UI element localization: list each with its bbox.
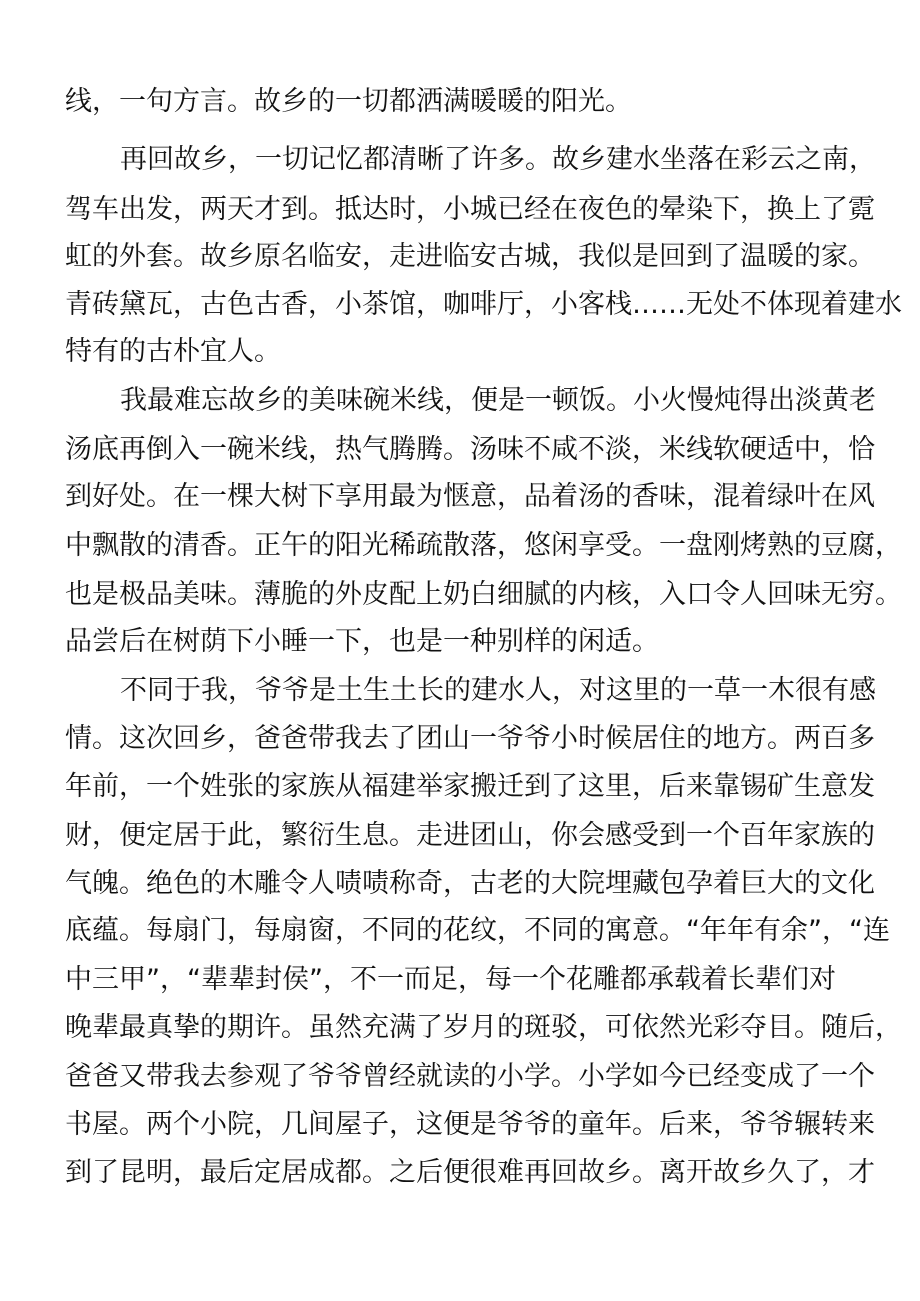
- text-line-9: 到好处。在一棵大树下享用最为惬意，品着汤的香味，混着绿叶在风: [65, 481, 875, 512]
- text-line-2: 再回故乡，一切记忆都清晰了许多。故乡建水坐落在彩云之南，: [120, 144, 876, 175]
- text-line-8: 汤底再倒入一碗米线，热气腾腾。汤味不咸不淡，米线软硬适中，恰: [65, 434, 875, 465]
- text-line-17: 气魄。绝色的木雕令人啧啧称奇，古老的大院埋藏包孕着巨大的文化: [65, 868, 875, 899]
- text-line-10: 中飘散的清香。正午的阳光稀疏散落，悠闲享受。一盘刚烤熟的豆腐，: [65, 530, 902, 561]
- text-line-21: 爸爸又带我去参观了爷爷曾经就读的小学。小学如今已经变成了一个: [65, 1061, 875, 1092]
- text-line-6: 特有的古朴宜人。: [65, 336, 281, 367]
- text-line-11: 也是极品美味。薄脆的外皮配上奶白细腻的内核，入口令人回味无穷。: [65, 579, 902, 610]
- text-line-14: 情。这次回乡，爸爸带我去了团山一爷爷小时候居住的地方。两百多: [65, 723, 875, 754]
- text-line-1: 线，一句方言。故乡的一切都洒满暖暖的阳光。: [65, 86, 632, 117]
- text-line-23: 到了昆明，最后定居成都。之后便很难再回故乡。离开故乡久了，才: [65, 1157, 875, 1188]
- text-line-18: 底蕴。每扇门，每扇窗，不同的花纹，不同的寓意。“年年有余”，“连: [65, 915, 890, 946]
- text-line-13: 不同于我，爷爷是土生土长的建水人，对这里的一草一木很有感: [120, 675, 876, 706]
- text-line-4: 虹的外套。故乡原名临安，走进临安古城，我似是回到了温暖的家。: [65, 241, 875, 272]
- text-line-16: 财，便定居于此，繁衍生息。走进团山，你会感受到一个百年家族的: [65, 820, 875, 851]
- text-line-22: 书屋。两个小院，几间屋子，这便是爷爷的童年。后来，爷爷辗转来: [65, 1109, 875, 1140]
- text-line-12: 品尝后在树荫下小睡一下，也是一种别样的闲适。: [65, 626, 659, 657]
- text-line-7: 我最难忘故乡的美味碗米线，便是一顿饭。小火慢炖得出淡黄老: [120, 385, 876, 416]
- text-line-3: 驾车出发，两天才到。抵达时，小城已经在夜色的晕染下，换上了霓: [65, 194, 875, 225]
- text-line-15: 年前，一个姓张的家族从福建举家搬迁到了这里，后来靠锡矿生意发: [65, 771, 875, 802]
- text-line-20: 晚辈最真挚的期许。虽然充满了岁月的斑驳，可依然光彩夺目。随后，: [65, 1012, 902, 1043]
- text-line-5: 青砖黛瓦，古色古香，小茶馆，咖啡厅，小客栈……无处不体现着建水: [65, 289, 902, 320]
- text-line-19: 中三甲”，“辈辈封侯”，不一而足，每一个花雕都承载着长辈们对: [65, 964, 836, 995]
